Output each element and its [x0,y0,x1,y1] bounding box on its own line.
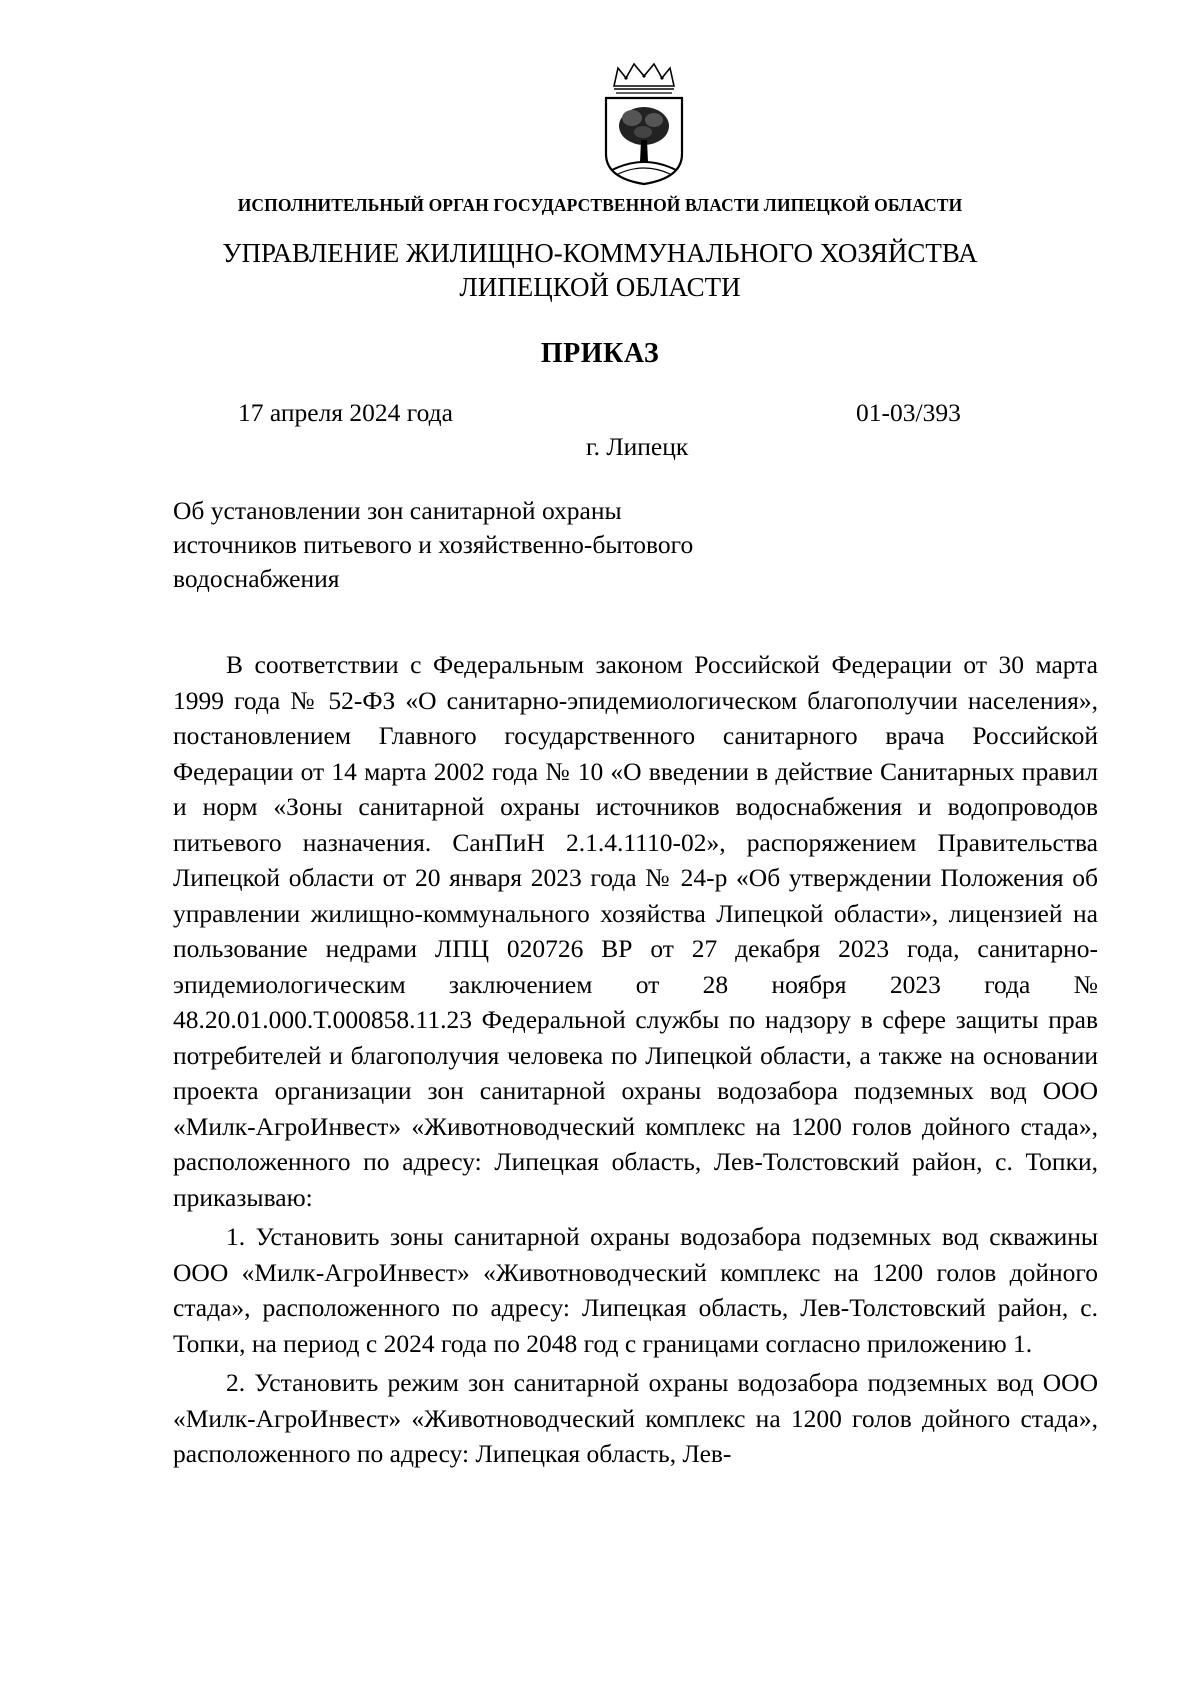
subject-line-1: Об установлении зон санитарной охраны [173,496,622,525]
order-item-1: 1. Установить зоны санитарной охраны водозабора подземных вод скважины ООО «Милк-АгроИнвест» «Животноводческий комплекс на 1200 голов дойного стада», расположенного по адресу: Липецкая область, Лев-Толстовский район, с. Топки, на период с 2024 года по 2048 год с границами согласно приложению 1. [173,1222,1098,1358]
department-name-line-1: УПРАВЛЕНИЕ ЖИЛИЩНО-КОММУНАЛЬНОГО ХОЗЯЙСТВА [222,238,978,268]
document-city: г. Липецк [586,432,689,461]
document-number: 01-03/393 [856,398,961,427]
coat-of-arms-icon [596,62,692,186]
order-item-2: 2. Установить режим зон санитарной охраны водозабора подземных вод ООО «Милк-АгроИнвест» «Животноводческий комплекс на 1200 голов дойного стада», расположенного по адресу: Липецкая область, Лев- [173,1368,1098,1468]
preamble-paragraph: В соответствии с Федеральным законом Российской Федерации от 30 марта 1999 года № 52-ФЗ «О санитарно-эпидемиологическом благополучии населения», постановлением Главного государственного санитарного врача Российской Федерации от 14 марта 2002 года № 10 «О введении в действие Санитарных правил и норм «Зоны санитарной охраны источников водоснабжения и водопроводов питьевого назначения. СанПиН 2.1.4.1110-02», распоряжением Правительства Липецкой области от 20 января 2023 года № 24-р «Об утверждении Положения об управлении жилищно-коммунального хозяйства Липецкой области», лицензией на пользование недрами ЛПЦ 020726 ВР от 27 декабря 2023 года, санитарно-эпидемиологическим заключением от 28 ноября 2023 года № 48.20.01.000.Т.000858.11.23 Федеральной службы по надзору в сфере защиты прав потребителей и благополучия человека по Липецкой области, а также на основании проекта организации зон санитарной охраны водозабора подземных вод ООО «Милк-АгроИнвест» «Животноводческий комплекс на 1200 голов дойного стада», расположенного по адресу: Липецкая область, Лев-Толстовский район, с. Топки, приказываю: [173,650,1098,1212]
department-name-line-2: ЛИПЕЦКОЙ ОБЛАСТИ [459,272,741,302]
subject-line-3: водоснабжения [173,564,340,593]
document-subject [173,494,793,596]
document-type: ПРИКАЗ [540,338,660,369]
document-date: 17 апреля 2024 года [238,398,453,427]
department-name [0,236,1200,304]
subject-line-2: источников питьевого и хозяйственно-бытового [173,530,694,559]
document-body [173,647,1098,1472]
issuing-authority: ИСПОЛНИТЕЛЬНЫЙ ОРГАН ГОСУДАРСТВЕННОЙ ВЛАСТИ ЛИПЕЦКОЙ ОБЛАСТИ [237,195,963,215]
